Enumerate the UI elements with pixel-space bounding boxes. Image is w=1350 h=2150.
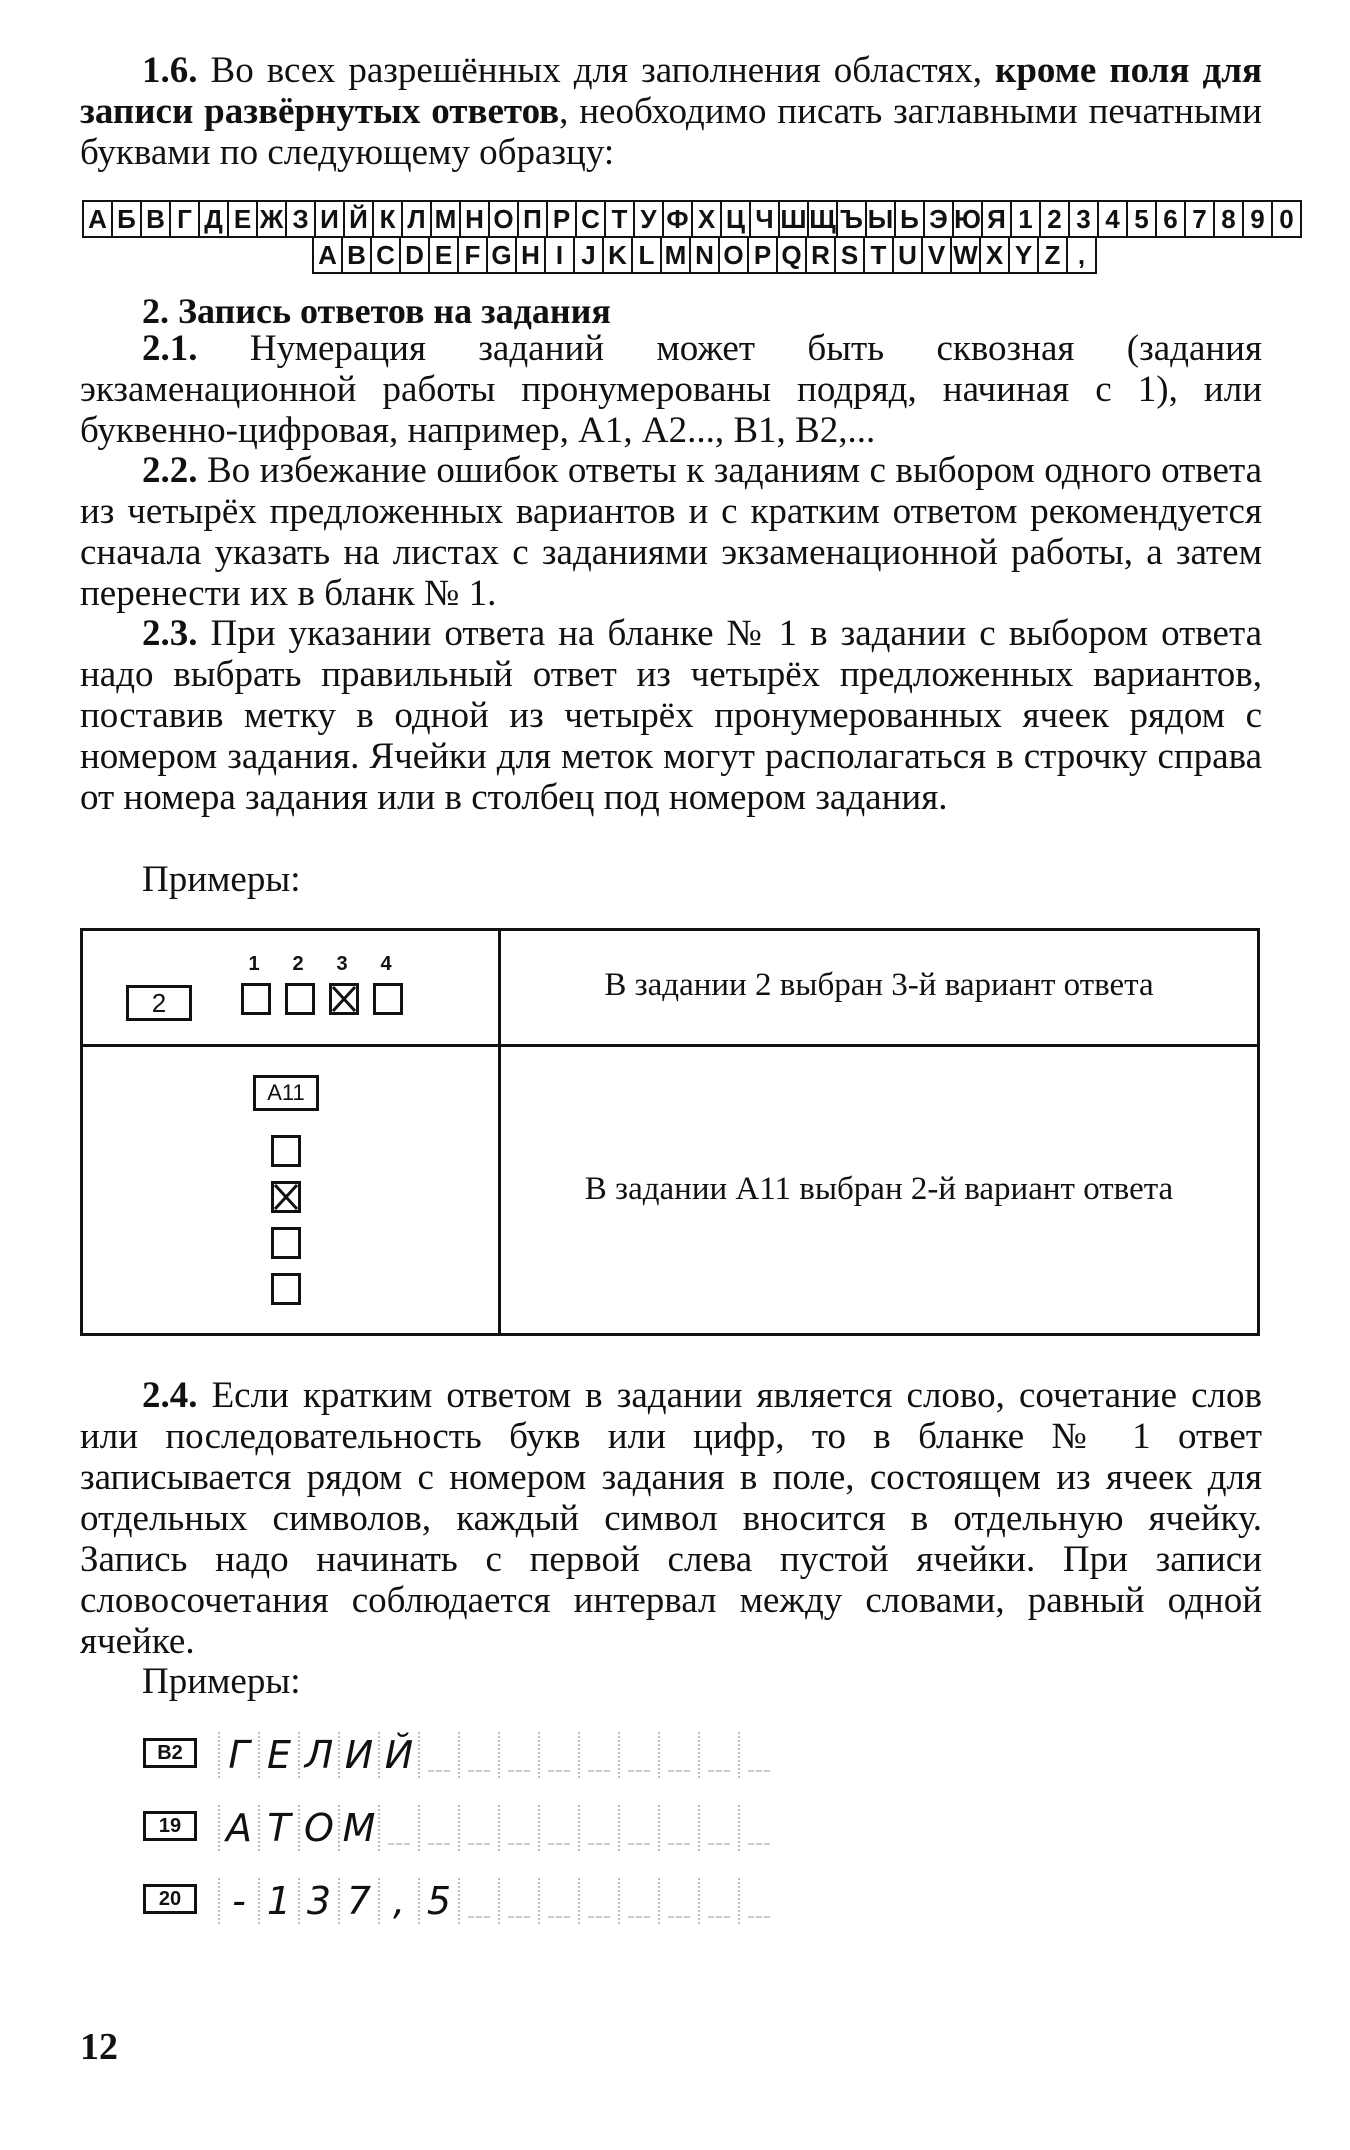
answer-cell[interactable]: [338, 1732, 378, 1778]
empty-cell-guide: [388, 1843, 410, 1845]
sample-letter-cell: 4: [1097, 200, 1128, 238]
sample-letter-cell: Ц: [720, 200, 751, 238]
answer-cell[interactable]: [698, 1732, 738, 1778]
sample-letter-cell: Н: [459, 200, 490, 238]
answer-cell[interactable]: [498, 1732, 538, 1778]
answer-cell[interactable]: [338, 1878, 378, 1924]
answer-cell[interactable]: [578, 1878, 618, 1924]
answer-cell[interactable]: [658, 1805, 698, 1851]
answer-char: 3: [306, 1879, 332, 1923]
sample-letter-cell: Q: [776, 236, 807, 274]
answer-cell[interactable]: [698, 1805, 738, 1851]
answer-cell[interactable]: [258, 1878, 298, 1924]
answer-cell[interactable]: [418, 1805, 458, 1851]
answer-cell[interactable]: [218, 1732, 258, 1778]
answer-char: Е: [266, 1733, 291, 1777]
empty-cell-guide: [748, 1916, 770, 1918]
sample-letter-cell: 3: [1068, 200, 1099, 238]
sample-letter-cell: П: [517, 200, 548, 238]
empty-cell-guide: [548, 1843, 570, 1845]
option-number: 4: [380, 953, 392, 975]
sample-letter-cell: ,: [1066, 236, 1097, 274]
empty-cell-guide: [508, 1770, 530, 1772]
empty-cell-guide: [708, 1770, 730, 1772]
sample-letter-cell: K: [602, 236, 633, 274]
paragraph-2-3: 2.3. При указании ответа на бланке № 1 в задании с выбором ответа надо выбрать правильный ответ из четырёх предложенных вариантов, поставив метку в одной из четырёх пронумерованных ячеек рядом с номером задания. Ячейки для меток могут располагаться в строчку справа от номера задания или в столбец под номером задания.: [80, 613, 1262, 818]
sample-letter-cell: Э: [923, 200, 954, 238]
sample-letter-cell: Р: [546, 200, 577, 238]
answer-cell[interactable]: [338, 1805, 378, 1851]
answer-char: Й: [384, 1733, 414, 1777]
answer-cell[interactable]: [498, 1878, 538, 1924]
answer-cell[interactable]: [578, 1732, 618, 1778]
answer-char: Т: [267, 1806, 291, 1850]
answer-cell[interactable]: [418, 1878, 458, 1924]
sample-letter-cell: Z: [1037, 236, 1068, 274]
empty-cell-guide: [588, 1916, 610, 1918]
empty-cell-guide: [588, 1843, 610, 1845]
answer-cell[interactable]: [698, 1878, 738, 1924]
sample-letter-cell: W: [950, 236, 981, 274]
answer-checkbox-marked[interactable]: [329, 983, 359, 1015]
answer-cell[interactable]: [538, 1732, 578, 1778]
sample-letter-cell: C: [370, 236, 401, 274]
sample-letter-cell: Y: [1008, 236, 1039, 274]
sample-letter-cell: К: [372, 200, 403, 238]
answer-cells[interactable]: [218, 1805, 778, 1851]
answer-checkbox[interactable]: [271, 1135, 301, 1167]
sample-letter-cell: Б: [111, 200, 142, 238]
answer-cell[interactable]: [618, 1732, 658, 1778]
answer-cell[interactable]: [298, 1732, 338, 1778]
answer-char: О: [304, 1806, 334, 1850]
sample-letter-cell: V: [921, 236, 952, 274]
sample-letter-cell: F: [457, 236, 488, 274]
sample-letter-cell: Ш: [778, 200, 809, 238]
empty-cell-guide: [508, 1843, 530, 1845]
sample-letter-cell: 8: [1213, 200, 1244, 238]
sample-letter-cell: Ы: [865, 200, 896, 238]
sample-letter-cell: S: [834, 236, 865, 274]
paragraph-2-1: 2.1. Нумерация заданий может быть сквозная (задания экзаменационной работы пронумерованы подряд, начиная с 1), или буквенно-цифровая, например, А1, А2..., В1, В2,...: [80, 328, 1262, 451]
sample-letter-cell: 1: [1010, 200, 1041, 238]
answer-cell[interactable]: [418, 1732, 458, 1778]
answer-cell[interactable]: [218, 1805, 258, 1851]
answer-cell[interactable]: [298, 1878, 338, 1924]
answer-cell[interactable]: [578, 1805, 618, 1851]
sample-letter-cell: Е: [227, 200, 258, 238]
answer-cell[interactable]: [738, 1732, 778, 1778]
sample-letter-cell: X: [979, 236, 1010, 274]
answer-cell[interactable]: [538, 1878, 578, 1924]
sample-letter-cell: А: [82, 200, 113, 238]
answer-cell[interactable]: [738, 1805, 778, 1851]
empty-cell-guide: [468, 1916, 490, 1918]
empty-cell-guide: [748, 1770, 770, 1772]
empty-cell-guide: [588, 1770, 610, 1772]
answer-cell[interactable]: [378, 1805, 418, 1851]
answer-cell[interactable]: [458, 1878, 498, 1924]
sample-letter-cell: 9: [1242, 200, 1273, 238]
answer-cell[interactable]: [458, 1732, 498, 1778]
sample-letter-cell: Я: [981, 200, 1012, 238]
task-number-box: 2: [126, 985, 192, 1021]
answer-char: А: [226, 1806, 252, 1850]
paragraph-2-4: 2.4. Если кратким ответом в задании является слово, сочетание слов или последовательность букв или цифр, то в бланке № 1 ответ записывается рядом с номером задания в поле, состоящем из ячеек для отдельных символов, каждый символ вносится в отдельную ячейку. Запись надо начинать с первой слева пустой ячейки. При записи словосочетания соблюдается интервал между словами, равный одной ячейке.: [80, 1375, 1262, 1662]
answer-cell[interactable]: [738, 1878, 778, 1924]
sample-letter-cell: P: [747, 236, 778, 274]
empty-cell-guide: [668, 1770, 690, 1772]
empty-cell-guide: [628, 1843, 650, 1845]
sample-letter-cell: 0: [1271, 200, 1302, 238]
sample-letter-cell: U: [892, 236, 923, 274]
examples-label: Примеры:: [142, 859, 301, 900]
sample-letter-cell: И: [314, 200, 345, 238]
empty-cell-guide: [428, 1770, 450, 1772]
sample-letter-cell: Т: [604, 200, 635, 238]
answer-char: И: [344, 1733, 374, 1777]
sample-letter-cell: У: [633, 200, 664, 238]
sample-letter-cell: 7: [1184, 200, 1215, 238]
task-number-box: А11: [253, 1075, 319, 1111]
answer-cell[interactable]: [258, 1805, 298, 1851]
answer-cell[interactable]: [498, 1805, 538, 1851]
answer-char: М: [342, 1806, 376, 1850]
sample-letter-cell: N: [689, 236, 720, 274]
empty-cell-guide: [628, 1916, 650, 1918]
sample-letter-cell: Ю: [952, 200, 983, 238]
sample-letter-cell: G: [486, 236, 517, 274]
answer-char: Л: [304, 1733, 334, 1777]
option-number: 3: [336, 953, 348, 975]
empty-cell-guide: [708, 1843, 730, 1845]
sample-letter-cell: 2: [1039, 200, 1070, 238]
sample-letter-cell: Г: [169, 200, 200, 238]
sample-letter-cell: З: [285, 200, 316, 238]
answer-char: Г: [228, 1733, 250, 1777]
empty-cell-guide: [668, 1843, 690, 1845]
answer-cell[interactable]: [658, 1732, 698, 1778]
empty-cell-guide: [548, 1770, 570, 1772]
answer-cell[interactable]: [618, 1805, 658, 1851]
examples-label: Примеры:: [142, 1661, 301, 1702]
answer-checkbox[interactable]: [271, 1273, 301, 1305]
examples-table: [80, 928, 1260, 1336]
answer-cell[interactable]: [298, 1805, 338, 1851]
answer-cell[interactable]: [378, 1732, 418, 1778]
empty-cell-guide: [708, 1916, 730, 1918]
sample-letter-cell: Ъ: [836, 200, 867, 238]
paragraph-1-6: 1.6. Во всех разрешённых для заполнения областях, кроме поля для записи развёрнутых ответов, необходимо писать заглавными печатными буквами по следующему образцу:: [80, 50, 1262, 173]
answer-checkbox[interactable]: [373, 983, 403, 1015]
example-description: В задании 2 выбран 3-й вариант ответа: [604, 967, 1154, 1003]
sample-letter-cell: Л: [401, 200, 432, 238]
sample-letter-cell: Щ: [807, 200, 838, 238]
sample-letter-cell: Ф: [662, 200, 693, 238]
sample-letter-cell: В: [140, 200, 171, 238]
sample-letter-cell: M: [660, 236, 691, 274]
empty-cell-guide: [428, 1843, 450, 1845]
cross-mark-icon: [274, 1184, 298, 1210]
empty-cell-guide: [508, 1916, 530, 1918]
sample-letter-cell: С: [575, 200, 606, 238]
sample-letter-cell: D: [399, 236, 430, 274]
section-heading: 2. Запись ответов на задания: [142, 291, 611, 331]
sample-letter-cell: О: [488, 200, 519, 238]
empty-cell-guide: [748, 1843, 770, 1845]
task-number-box: 20: [143, 1884, 197, 1914]
sample-letter-cell: O: [718, 236, 749, 274]
answer-char: 1: [266, 1879, 292, 1923]
answer-char: ,: [392, 1879, 406, 1923]
option-number: 2: [292, 953, 304, 975]
sample-letter-cell: H: [515, 236, 546, 274]
answer-cell[interactable]: [658, 1878, 698, 1924]
answer-cell[interactable]: [378, 1878, 418, 1924]
answer-char: -: [232, 1879, 246, 1923]
sample-letter-cell: Й: [343, 200, 374, 238]
task-number-box: В2: [143, 1738, 197, 1768]
answer-checkbox[interactable]: [241, 983, 271, 1015]
empty-cell-guide: [468, 1843, 490, 1845]
answer-cell[interactable]: [618, 1878, 658, 1924]
answer-cells[interactable]: [218, 1878, 778, 1924]
sample-letter-cell: 5: [1126, 200, 1157, 238]
option-number: 1: [248, 953, 260, 975]
answer-checkbox[interactable]: [271, 1227, 301, 1259]
emphasis: кроме поля для записи развёрнутых ответов: [80, 50, 1262, 132]
sample-letter-cell: I: [544, 236, 575, 274]
answer-checkbox-marked[interactable]: [271, 1181, 301, 1213]
sample-letter-cell: Х: [691, 200, 722, 238]
cross-mark-icon: [332, 986, 356, 1012]
empty-cell-guide: [668, 1916, 690, 1918]
empty-cell-guide: [628, 1770, 650, 1772]
sample-letter-cell: B: [341, 236, 372, 274]
sample-letter-cell: A: [312, 236, 343, 274]
example-description: В задании А11 выбран 2-й вариант ответа: [584, 1171, 1174, 1207]
paragraph-2-2: 2.2. Во избежание ошибок ответы к заданиям с выбором одного ответа из четырёх предложенных вариантов и с кратким ответом рекомендуется сначала указать на листах с заданиями экзаменационной работы, а затем перенести их в бланк № 1.: [80, 450, 1262, 614]
sample-letter-cell: 6: [1155, 200, 1186, 238]
answer-cell[interactable]: [258, 1732, 298, 1778]
sample-letter-cell: J: [573, 236, 604, 274]
sample-letter-cell: T: [863, 236, 894, 274]
sample-letter-cell: Ч: [749, 200, 780, 238]
empty-cell-guide: [548, 1916, 570, 1918]
sample-letter-cell: Ж: [256, 200, 287, 238]
answer-char: 5: [426, 1879, 452, 1923]
answer-char: 7: [346, 1879, 372, 1923]
sample-latin-strip: [312, 236, 1095, 272]
answer-cell[interactable]: [458, 1805, 498, 1851]
sample-letter-cell: Д: [198, 200, 229, 238]
sample-letter-cell: Ь: [894, 200, 925, 238]
paragraph-number: 1.6.: [142, 50, 198, 91]
answer-cells[interactable]: [218, 1732, 778, 1778]
answer-cell[interactable]: [538, 1805, 578, 1851]
page-number: 12: [80, 2026, 118, 2068]
sample-cyrillic-strip: [82, 200, 1300, 236]
answer-checkbox[interactable]: [285, 983, 315, 1015]
sample-letter-cell: R: [805, 236, 836, 274]
sample-letter-cell: М: [430, 200, 461, 238]
table-divider: [83, 1044, 1257, 1047]
sample-letter-cell: E: [428, 236, 459, 274]
task-number-box: 19: [143, 1811, 197, 1841]
answer-cell[interactable]: [218, 1878, 258, 1924]
sample-letter-cell: L: [631, 236, 662, 274]
empty-cell-guide: [468, 1770, 490, 1772]
